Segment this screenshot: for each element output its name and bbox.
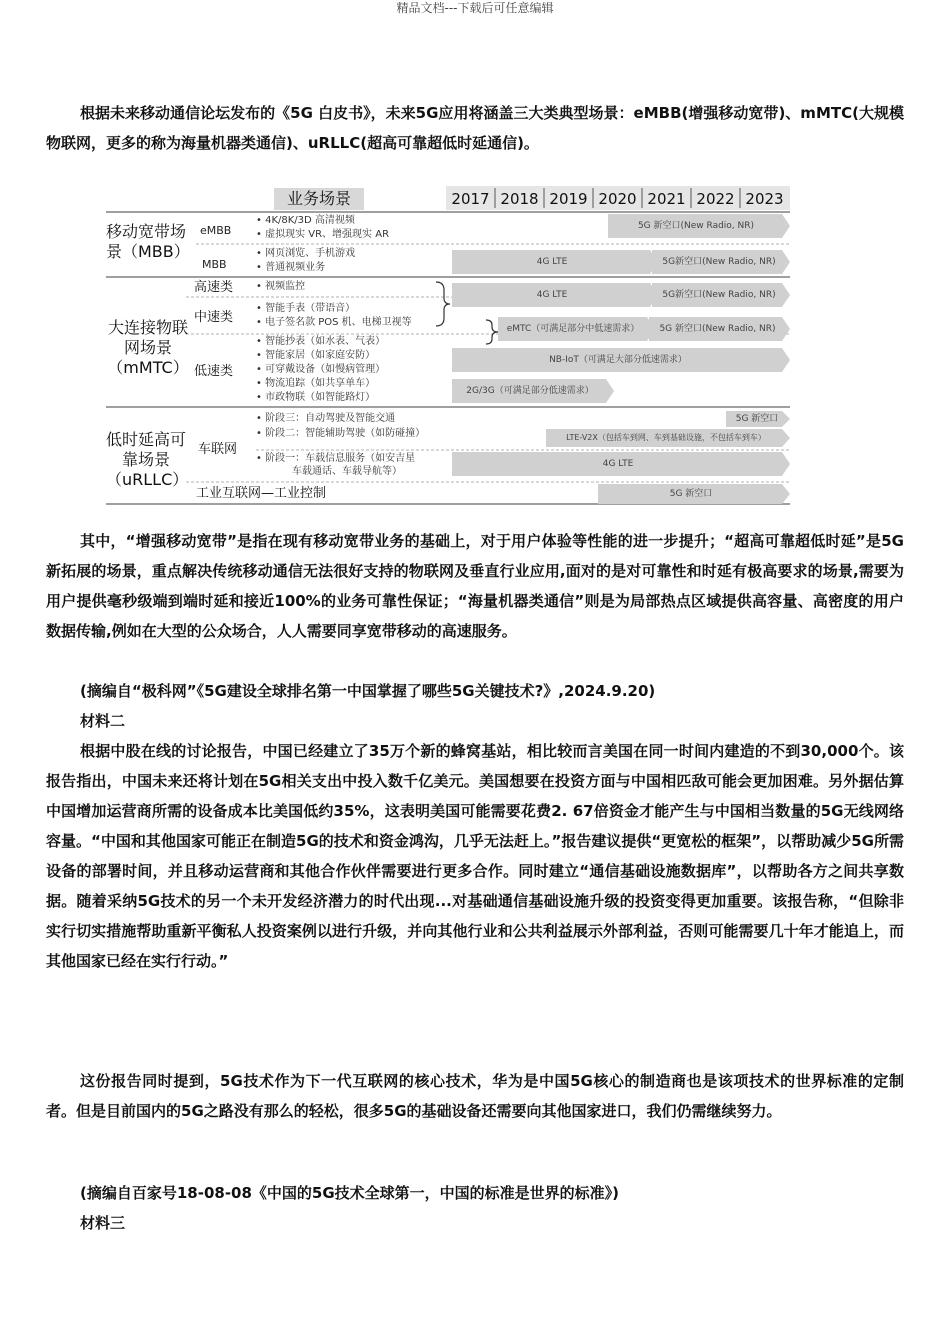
year-2022: 2022 [696, 190, 735, 208]
paragraph-explanation: 其中，“增强移动宽带”是指在现有移动宽带业务的基础上，对于用户体验等性能的进一步提升；“超高可靠超低时延”是5G新拓展的场景，重点解决传统移动通信无法很好支持的物联网及垂直行业应用,面对的是对可靠性和时延有极高要求的场景,需要为用户提供毫秒级端到端时延和接近100%的业务可靠性保证；“海量机器类通信”则是为局部热点区域提供高容量、高密度的用户数据传输,例如在大型的公众场合，人人需要同享宽带移动的高速服务。 [46, 532, 904, 640]
group-urllc: 低时延高可靠场景（uRLLC） [106, 430, 189, 489]
sub-medium: 中速类 [194, 310, 234, 325]
source-note-2: (摘编自百家号18-08-08《中国的5G技术全球第一，中国的标准是世界的标准》) [80, 1184, 620, 1202]
year-2023: 2023 [745, 190, 784, 208]
item-med-2: • 电子签名款 POS 机、电梯卫视等 [256, 317, 412, 328]
5g-scenario-figure [106, 184, 790, 506]
label-lte-high: 4G LTE [536, 290, 568, 300]
item-low-2: • 智能家居（如家庭安防） [256, 350, 376, 361]
item-embb-1: • 4K/8K/3D 高清视频 [256, 215, 355, 226]
brace-2 [486, 320, 498, 344]
item-low-3: • 可穿戴设备（如慢病管理） [256, 364, 386, 375]
item-v2x-1: • 阶段三：自动驾驶及智能交通 [256, 413, 396, 424]
source-note-1: (摘编自“极科网”《5G建设全球排名第一中国掌握了哪些5G关键技术?》,2024.9.20) [80, 682, 656, 700]
label-nr-embb: 5G 新空口(New Radio, NR) [637, 221, 755, 231]
label-emtc: eMTC（可满足部分中低速需求） [506, 324, 640, 334]
label-lte-mbb: 4G LTE [536, 257, 568, 267]
label-nbiot: NB-IoT（可满足大部分低速需求） [549, 355, 687, 365]
item-v2x-3a: • 阶段一：车载信息服务（如安吉星 [256, 453, 416, 464]
label-nr-v2x: 5G 新空口 [735, 414, 779, 424]
year-2017: 2017 [451, 190, 490, 208]
group-mbb: 移动宽带场景（MBB） [106, 222, 190, 261]
group-mmtc: 大连接物联网场景（mMTC） [107, 318, 189, 377]
sub-high: 高速类 [194, 280, 234, 295]
year-2019: 2019 [549, 190, 588, 208]
year-2018: 2018 [500, 190, 539, 208]
item-low-1: • 智能抄表（如水表、气表） [256, 336, 386, 347]
label-4g-v2x: 4G LTE [602, 459, 634, 469]
item-high-1: • 视频监控 [256, 281, 306, 292]
label-2g3g: 2G/3G（可满足部分低速需求） [466, 386, 594, 396]
sub-embb: eMBB [200, 224, 232, 237]
item-mbb-2: • 普通视频业务 [256, 262, 326, 273]
label-nr-ind: 5G 新空口 [669, 489, 713, 499]
label-ltev2x: LTE-V2X（包括车到网、车到基础设施，不包括车到车） [566, 433, 766, 442]
paragraph-huawei: 这份报告同时提到，5G技术作为下一代互联网的核心技术，华为是中国5G核心的制造商也是该项技术的世界标准的定制者。但是目前国内的5G之路没有那么的轻松，很多5G的基础设备还需要向其他国家进口，我们仍需继续努力。 [46, 1072, 904, 1120]
label-nr-med: 5G 新空口(New Radio, NR) [659, 324, 776, 334]
brace-1 [436, 282, 450, 326]
paragraph-report: 根据中股在线的讨论报告，中国已经建立了35万个新的蜂窝基站，相比较而言美国在同一时间内建造的不到30,000个。该报告指出，中国未来还将计划在5G相关支出中投入数千亿美元。美国想要在投资方面与中国相匹敌可能会更加困难。另外据估算中国增加运营商所需的设备成本比美国低约35%，这表明美国可能需要花费2. 67倍资金才能产生与中国相当数量的5G无线网络容量。“中国和其他国家可能正在制造5G的技术和资金鸿沟，几乎无法赶上。”报告建议提供“更宽松的框架”，以帮助减少5G所需设备的部署时间，并且移动运营商和其他合作伙伴需要进行更多合作。同时建立“通信基础设施数据库”，以帮助各方之间共享数据。随着采纳5G技术的另一个未开发经济潜力的时代出现...对基础通信基础设施升级的投资变得更加重要。该报告称，“但除非实行切实措施帮助重新平衡私人投资案例以进行升级，并向其他行业和公共利益展示外部利益，否则可能需要几十年才能追上，而其他国家已经在实行行动。” [46, 742, 904, 970]
paragraph-intro: 根据未来移动通信论坛发布的《5G 白皮书》，未来5G应用将涵盖三大类典型场景：eMBB(增强移动宽带)、mMTC(大规模物联网，更多的称为海量机器类通信)、uRLLC(超高可靠超低时延通信)。 [46, 104, 904, 152]
item-mbb-1: • 网页浏览、手机游戏 [256, 248, 356, 259]
item-low-4: • 物流追踪（如共享单车） [256, 378, 376, 389]
year-2020: 2020 [598, 190, 637, 208]
material-three-heading: 材料三 [80, 1214, 126, 1232]
item-embb-2: • 虚拟现实 VR、增强现实 AR [256, 229, 390, 240]
material-two-heading: 材料二 [80, 712, 126, 730]
item-v2x-3b: 车载通话、车载导航等） [292, 466, 402, 477]
item-low-5: • 市政物联（如智能路灯） [256, 392, 376, 403]
item-med-1: • 智能手表（带语音） [256, 303, 356, 314]
sub-low: 低速类 [194, 364, 234, 379]
figure-heading: 业务场景 [286, 189, 351, 208]
label-nr-mbb: 5G新空口(New Radio, NR) [662, 257, 776, 267]
sub-industry: 工业互联网—工业控制 [196, 486, 327, 501]
page-header: 精品文档---下载后可任意编辑 [396, 1, 554, 15]
sub-mbb: MBB [202, 258, 227, 271]
year-2021: 2021 [647, 190, 686, 208]
sub-v2x: 车联网 [198, 442, 238, 457]
item-v2x-2: • 阶段二：智能辅助驾驶（如防碰撞） [256, 428, 426, 439]
label-nr-high: 5G新空口(New Radio, NR) [662, 290, 776, 300]
